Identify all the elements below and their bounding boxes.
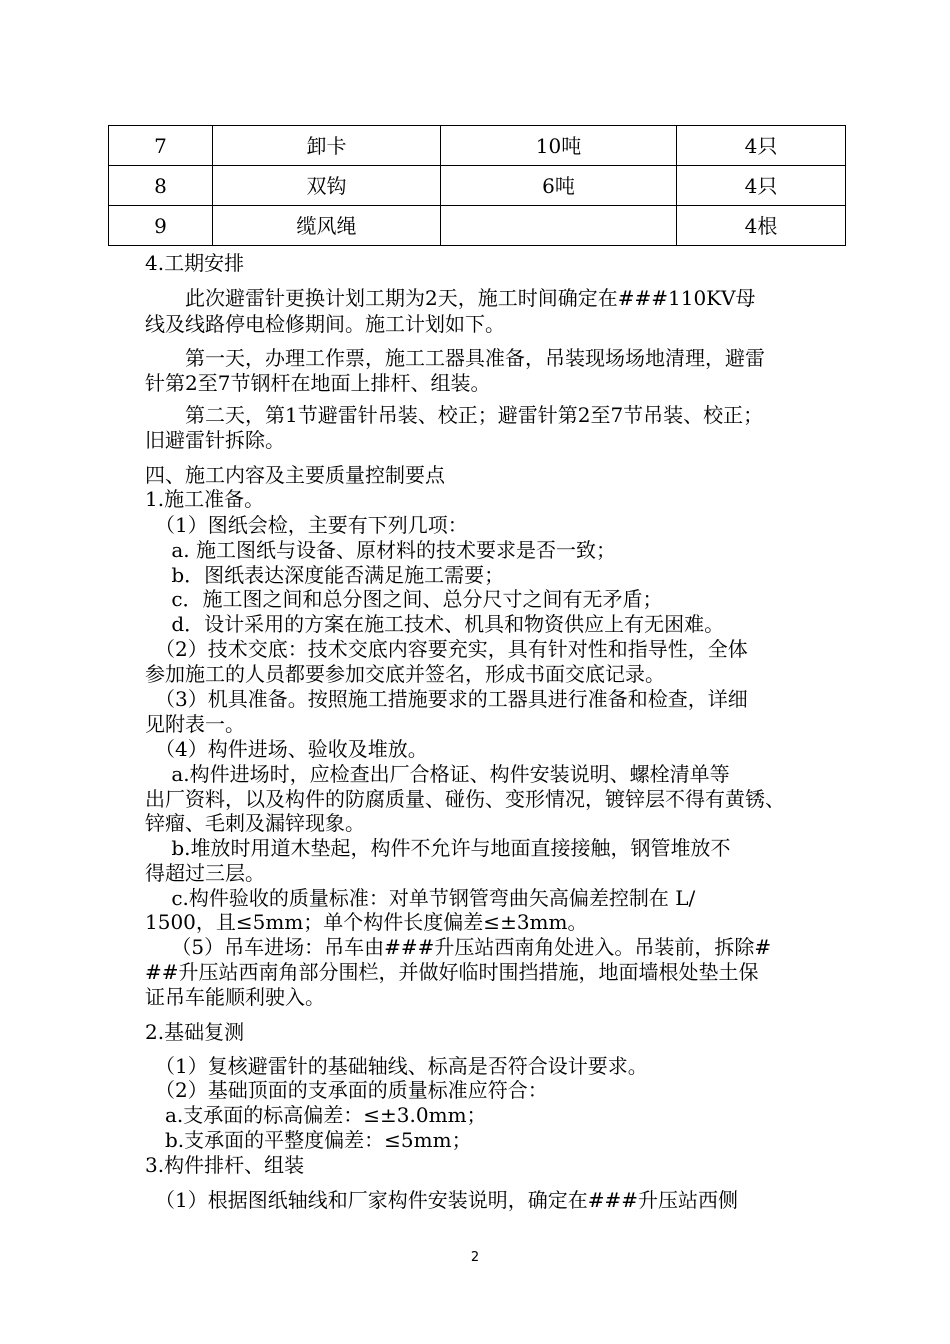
text-line: 得超过三层。	[145, 861, 265, 885]
text-line: ##升压站西南角部分围栏，并做好临时围挡措施，地面墙根处垫土保	[145, 960, 759, 984]
text-line: （4）构件进场、验收及堆放。	[145, 737, 428, 761]
text-line: 见附表一。	[145, 712, 245, 736]
text-line: d．设计采用的方案在施工技术、机具和物资供应上有无困难。	[145, 612, 725, 636]
row-number: 7	[109, 126, 213, 166]
text-line: a. 施工图纸与设备、原材料的技术要求是否一致；	[145, 538, 616, 562]
tool-quantity: 4只	[677, 166, 846, 206]
section-heading: 4.工期安排	[145, 251, 245, 275]
text-line: （2）基础顶面的支承面的质量标准应符合：	[145, 1078, 548, 1102]
text-line: 线及线路停电检修期间。施工计划如下。	[145, 312, 505, 336]
text-line: 针第2至7节钢杆在地面上排杆、组装。	[145, 371, 491, 395]
text-line: 锌瘤、毛刺及漏锌现象。	[145, 811, 365, 835]
section-heading: 四、施工内容及主要质量控制要点	[145, 463, 445, 487]
table-row	[109, 166, 846, 206]
text-line: a.支承面的标高偏差：≤±3.0mm；	[145, 1103, 487, 1127]
tool-spec	[441, 206, 677, 246]
text-line: 此次避雷针更换计划工期为2天，施工时间确定在###110KV母	[145, 286, 756, 310]
text-line: （2）技术交底：技术交底内容要充实，具有针对性和指导性，全体	[145, 637, 748, 661]
text-line: （1）图纸会检，主要有下列几项：	[145, 513, 468, 537]
text-line: （5）吊车进场：吊车由###升压站西南角处进入。吊装前，拆除#	[145, 935, 772, 959]
text-line: b.支承面的平整度偏差：≤5mm；	[145, 1128, 472, 1152]
text-line: （1）根据图纸轴线和厂家构件安装说明，确定在###升压站西侧	[145, 1188, 738, 1212]
equipment-table	[108, 125, 846, 246]
section-heading: 1.施工准备。	[145, 487, 265, 511]
text-line: c.构件验收的质量标准：对单节钢管弯曲矢高偏差控制在 L/	[145, 886, 696, 910]
table-row	[109, 206, 846, 246]
text-line: （1）复核避雷针的基础轴线、标高是否符合设计要求。	[145, 1054, 648, 1078]
page-number: 2	[470, 1250, 480, 1265]
tool-name: 双钩	[213, 166, 441, 206]
text-line: 第一天，办理工作票，施工工器具准备，吊装现场场地清理，避雷	[145, 346, 765, 370]
tool-name: 卸卡	[213, 126, 441, 166]
tool-spec: 10吨	[441, 126, 677, 166]
tool-quantity: 4只	[677, 126, 846, 166]
text-line: c．施工图之间和总分图之间、总分尺寸之间有无矛盾；	[145, 587, 663, 611]
tool-spec: 6吨	[441, 166, 677, 206]
text-line: 参加施工的人员都要参加交底并签名，形成书面交底记录。	[145, 662, 665, 686]
tool-name: 缆风绳	[213, 206, 441, 246]
text-line: 第二天，第1节避雷针吊装、校正；避雷针第2至7节吊装、校正；	[145, 403, 764, 427]
text-line: b.堆放时用道木垫起，构件不允许与地面直接接触，钢管堆放不	[145, 836, 731, 860]
text-line: a.构件进场时，应检查出厂合格证、构件安装说明、螺栓清单等	[145, 762, 730, 786]
table-row	[109, 126, 846, 166]
section-heading: 2.基础复测	[145, 1020, 245, 1044]
row-number: 9	[109, 206, 213, 246]
section-heading: 3.构件排杆、组装	[145, 1153, 305, 1177]
tool-quantity: 4根	[677, 206, 846, 246]
text-line: 1500，且≤5mm；单个构件长度偏差≤±3mm。	[145, 910, 588, 934]
text-line: 旧避雷针拆除。	[145, 428, 285, 452]
text-line: （3）机具准备。按照施工措施要求的工器具进行准备和检查，详细	[145, 687, 748, 711]
row-number: 8	[109, 166, 213, 206]
text-line: 证吊车能顺利驶入。	[145, 985, 325, 1009]
text-line: b．图纸表达深度能否满足施工需要；	[145, 563, 505, 587]
text-line: 出厂资料，以及构件的防腐质量、碰伤、变形情况，镀锌层不得有黄锈、	[145, 787, 785, 811]
